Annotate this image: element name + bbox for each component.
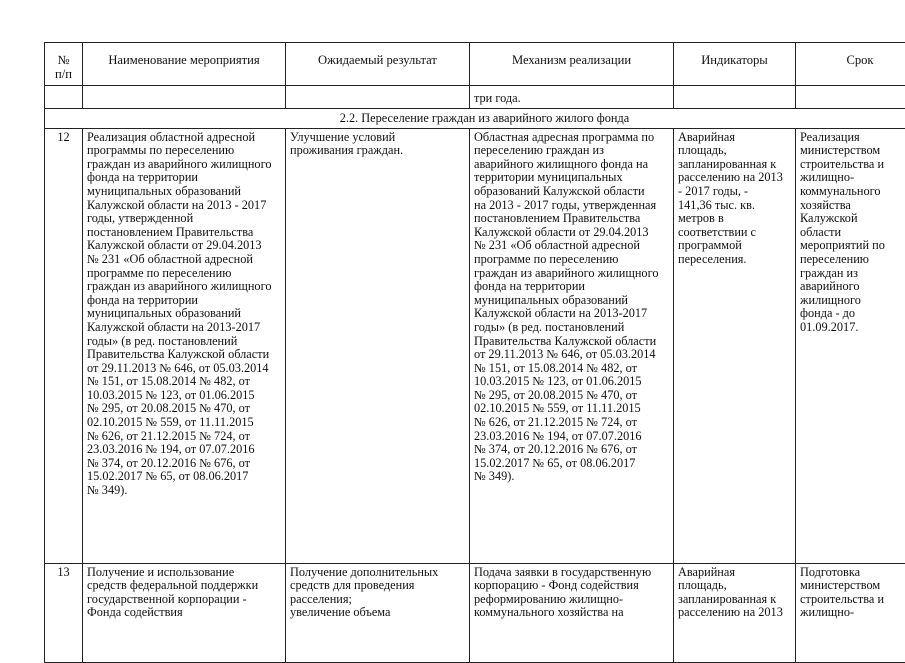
table-row (45, 563, 905, 662)
row-result: Получение дополнительных средств для проведения расселения; увеличение объема (286, 563, 470, 662)
row-indicators: Аварийная площадь, запланированная к расселению на 2013 (674, 563, 796, 662)
row-name: Получение и использование средств федеральной поддержки государственной корпорации - Фонда содействия (83, 563, 286, 662)
row-result: Улучшение условий проживания граждан. (286, 128, 470, 563)
row-num: 13 (45, 563, 83, 662)
table-header-row (45, 43, 905, 86)
table-row (45, 128, 905, 563)
row-mechanism: Подача заявки в государственную корпорацию - Фонд содействия реформированию жилищно- коммунального хозяйства на (470, 563, 674, 662)
header-term: Срок (796, 43, 905, 86)
continuation-row (45, 86, 905, 109)
row-indicators: Аварийная площадь, запланированная к расселению на 2013 - 2017 годы, - 141,36 тыс. кв. метров в соответствии с программой переселения. (674, 128, 796, 563)
row-term: Реализация министерством строительства и жилищно- коммунального хозяйства Калужской области мероприятий по переселению граждан из аварийного жилищного фонда - до 01.09.2017. (796, 128, 905, 563)
header-name: Наименование мероприятия (83, 43, 286, 86)
header-indicators: Индикаторы (674, 43, 796, 86)
header-num: № п/п (45, 43, 83, 86)
row-num: 12 (45, 128, 83, 563)
section-title-row (45, 109, 905, 129)
continuation-mechanism: три года. (470, 86, 674, 109)
row-term: Подготовка министерством строительства и жилищно- (796, 563, 905, 662)
row-name: Реализация областной адресной программы по переселению граждан из аварийного жилищного фонда на территории муниципальных образований Калужской области на 2013 - 2017 годы, утвержденной постановлением Правительства Калужской области от 29.04.2013 № 231 «Об областной адресной программе по переселению граждан из аварийного жилищного фонда на территории муниципальных образований Калужской области на 2013-2017 годы» (в ред. постановлений Правительства Калужской области от 29.11.2013 № 646, от 05.03.2014 № 151, от 15.08.2014 № 482, от 10.03.2015 № 123, от 01.06.2015 № 295, от 20.08.2015 № 470, от 02.10.2015 № 559, от 11.11.2015 № 626, от 21.12.2015 № 724, от 23.03.2016 № 194, от 07.07.2016 № 374, от 20.12.2016 № 676, от 15.02.2017 № 65, от 08.06.2017 № 349). (83, 128, 286, 563)
header-mechanism: Механизм реализации (470, 43, 674, 86)
section-title: 2.2. Переселение граждан из аварийного жилого фонда (45, 109, 905, 129)
measures-table (44, 42, 905, 663)
header-result: Ожидаемый результат (286, 43, 470, 86)
row-mechanism: Областная адресная программа по переселению граждан из аварийного жилищного фонда на территории муниципальных образований Калужской области на 2013 - 2017 годы, утвержденная постановлением Правительства Калужской области от 29.04.2013 № 231 «Об областной адресной программе по переселению граждан из аварийного жилищного фонда на территории муниципальных образований Калужской области на 2013-2017 годы» (в ред. постановлений Правительства Калужской области от 29.11.2013 № 646, от 05.03.2014 № 151, от 15.08.2014 № 482, от 10.03.2015 № 123, от 01.06.2015 № 295, от 20.08.2015 № 470, от 02.10.2015 № 559, от 11.11.2015 № 626, от 21.12.2015 № 724, от 23.03.2016 № 194, от 07.07.2016 № 374, от 20.12.2016 № 676, от 15.02.2017 № 65, от 08.06.2017 № 349). (470, 128, 674, 563)
